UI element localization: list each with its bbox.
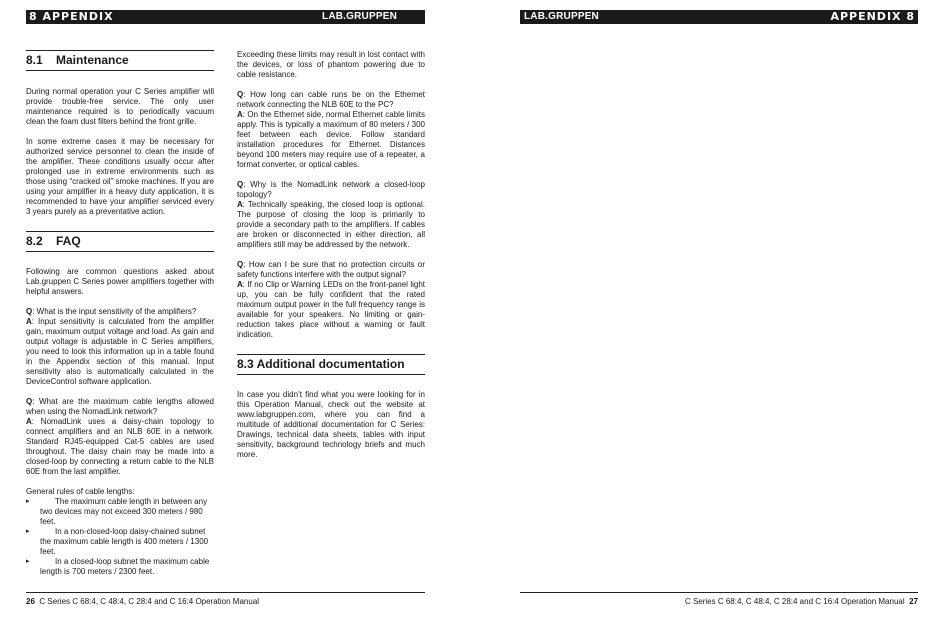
cable-rules-heading: General rules of cable lengths:: [26, 487, 135, 496]
brand-logo: LAB.GRUPPEN: [322, 11, 397, 22]
faq-question: Q: How long can cable runs be on the Ethernet network connecting the NLB 60E to the PC?: [237, 90, 425, 109]
additional-paragraph: In case you didn’t find what you were looking for in this Operation Manual, check out the website at www.labgruppen.com, where you can find a multitude of additional documentation for C Series: Drawings, technical data sheets, tables with input sensitivity, background technology briefs and much more.: [237, 390, 425, 459]
section-heading-faq: [26, 234, 214, 249]
section-heading-additional: 8.3 Additional documentation: [237, 357, 405, 371]
faq-intro: Following are common questions asked about Lab.gruppen C Series power amplifiers together with helpful answers.: [26, 267, 214, 296]
bullet-arrow-icon: ▸: [26, 498, 30, 505]
section-title: FAQ: [56, 234, 81, 248]
page-number: 27: [909, 597, 918, 606]
section-number: 8.1: [26, 53, 43, 67]
faq-question: Q: How can I be sure that no protection circuits or safety functions interfere with the output signal?: [237, 260, 425, 279]
faq-answer: A: On the Ethernet side, normal Ethernet cable limits apply. This is typically a maximum of 80 meters / 300 feet between each device. Follow standard installation procedures for Ethernet. Distances beyond 100 meters may require use of a repeater, a format converter, or optical cables.: [237, 110, 425, 169]
right-page-chapter-title: APPENDIX 8: [830, 10, 915, 23]
left-page-chapter-title: 8 APPENDIX: [29, 10, 114, 23]
bullet-arrow-icon: ▸: [26, 558, 30, 565]
faq-answer: A: NomadLink uses a daisy-chain topology to connect amplifiers and an NLB 60E in a network. Standard RJ45-equipped Cat-5 cables are used throughout. The daisy chain may be made into a closed-loop by connecting a return cable to the NLB 60E from the last amplifier.: [26, 417, 214, 476]
right-header-bar: [520, 10, 918, 24]
brand-logo: LAB.GRUPPEN: [524, 11, 599, 22]
cable-rules-list: [26, 497, 214, 577]
page-number: 26: [26, 597, 35, 606]
maintenance-paragraph: In some extreme cases it may be necessary for authorized service personnel to clean the inside of the amplifier. These conditions usually occur after prolonged use in extreme environments such as those using “cracked oil” smoke machines. If you are using your amplifier in a heavy duty application, it is recommended to have your amplifier serviced every 3 years purely as a preventative action.: [26, 137, 214, 216]
cable-rules-tail: Exceeding these limits may result in lost contact with the devices, or loss of phantom powering due to cable resistance.: [237, 50, 425, 79]
section-number: 8.2: [26, 234, 43, 248]
faq-question: Q: Why is the NomadLink network a closed-loop topology?: [237, 180, 425, 199]
right-footer: [520, 592, 918, 606]
section-additional-documentation: [237, 354, 425, 375]
footer-text: C Series C 68:4, C 48:4, C 28:4 and C 16:4 Operation Manual: [684, 597, 905, 606]
maintenance-paragraph: During normal operation your C Series amplifier will provide trouble-free service. The only user maintenance required is to periodically vacuum clean the foam dust filters behind the front grille.: [26, 87, 214, 126]
column-2: [237, 50, 425, 460]
list-item: ▸ The maximum cable length in between any two devices may not exceed 300 meters / 980 feet.: [26, 497, 208, 526]
section-faq: [26, 231, 214, 252]
column-1: [26, 50, 214, 577]
list-item: ▸ In a non-closed-loop daisy-chained subnet the maximum cable length is 400 meters / 1300 feet.: [26, 527, 209, 556]
section-title: Maintenance: [56, 53, 129, 67]
left-header-bar: [26, 10, 425, 24]
faq-question: Q: What are the maximum cable lengths allowed when using the NomadLink network?: [26, 397, 214, 416]
left-footer: [26, 592, 425, 606]
faq-answer: A: Technically speaking, the closed loop is optional. The purpose of closing the loop is primarily to provide a secondary path to the amplifiers. If cables are broken or disconnected in either direction, all amplifiers still may be addressed by the network.: [237, 200, 425, 249]
bullet-arrow-icon: ▸: [26, 528, 30, 535]
footer-text: C Series C 68:4, C 48:4, C 28:4 and C 16:4 Operation Manual: [39, 597, 260, 606]
faq-question: Q: What is the input sensitivity of the amplifiers?: [26, 307, 197, 316]
faq-answer: A: Input sensitivity is calculated from the amplifier gain, maximum output voltage and load. As gain and output voltage is adjustable in C Series amplifiers, you need to look this information up in a table found in the Appendix section of this manual. Input sensitivity also is automatically calculated in the DeviceControl software application.: [26, 317, 214, 386]
list-item: ▸ In a closed-loop subnet the maximum cable length is 700 meters / 2300 feet.: [26, 557, 210, 576]
faq-answer: A: If no Clip or Warning LEDs on the front-panel light up, you can be fully confident that the rated maximum output power in the full frequency range is available for your speakers. No limiting or gain-reduction takes place without a warning or fault indication.: [237, 280, 425, 339]
section-heading-maintenance: [26, 53, 214, 68]
section-maintenance: [26, 50, 214, 71]
